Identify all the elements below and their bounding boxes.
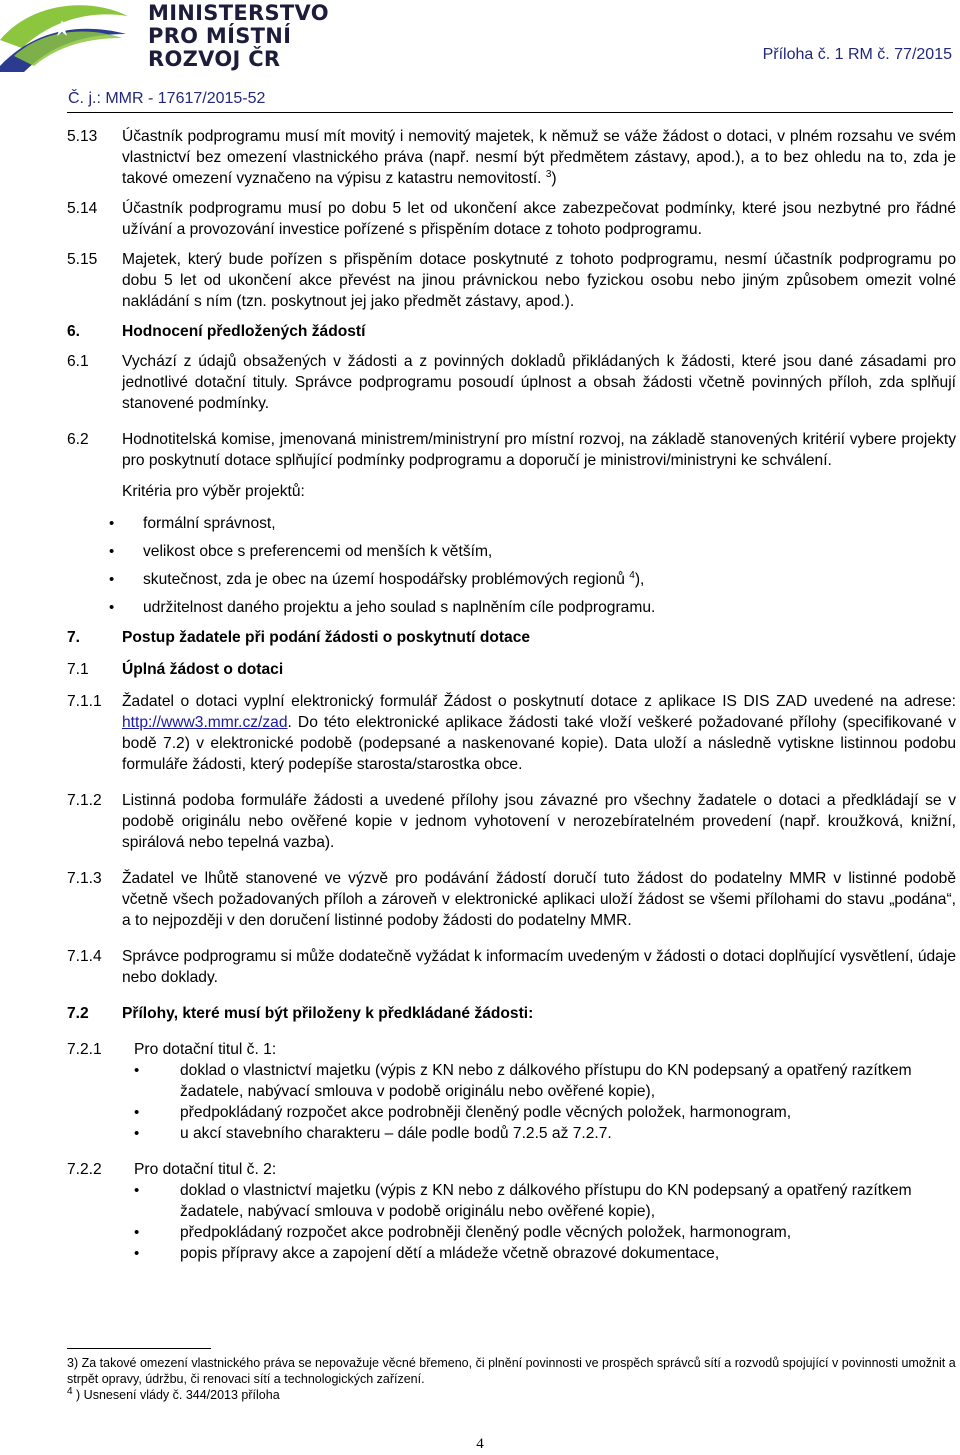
ministry-logo [0,0,130,72]
attachment-item: • popis přípravy akce a zapojení dětí a mládeže včetně obrazové dokumentace, [134,1243,956,1264]
page-number: 4 [476,1436,484,1452]
section-text [122,126,956,189]
criteria-list [97,513,956,618]
ministry-name [148,2,329,71]
section-5-13-text: Účastník podprogramu musí mít movitý i nemovitý majetek, k němuž se váže žádost o dotaci, v plném rozsahu ve svém vlastnictví bez omezení vlastnického práva (např. nesmí být předmětem zástavy, apod.), a to bez ohledu na to, zda je takové omezení vyznačeno na výpisu z katastru nemovitostí. [122,128,956,187]
footnote-3: 3) Za takové omezení vlastnického práva se nepovažuje věcné břemeno, či plnění povinnosti ve prospěch správců sítí a rozvodů spojující v povinnosti umožnit a strpět opravy, údržbu, či renovaci sítí a technologických zařízení. [67,1356,956,1386]
section-text: Žadatel ve lhůtě stanovené ve výzvě pro podávání žádostí doručí tuto žádost do podatelny MMR v listinné podobě včetně všech požadovaných příloh a zároveň v elektronické aplikaci uloží žádost se všemi přílohami do stavu „podána“, a to nejpozději v den doručení listinné podoby žádosti do podatelny MMR. [122,870,956,929]
heading-number: 7.1 [67,661,89,678]
criteria-item: • udržitelnost daného projektu a jeho soulad s naplněním cíle podprogramu. [97,597,956,618]
section-number: 7.1.1 [67,693,102,710]
heading-7 [67,627,956,648]
section-number: 5.13 [67,128,98,145]
heading-title: Úplná žádost o dotaci [122,661,284,678]
criteria-item: • formální správnost, [97,513,956,534]
criteria-item: • velikost obce s preferencemi od menších k větším, [97,541,956,562]
criteria-label: Kritéria pro výběr projektů: [122,483,305,500]
section-number: 6.2 [67,431,89,448]
section-6-1 [67,351,956,414]
section-7-1-1-text: Žadatel o dotaci vyplní elektronický formulář Žádost o poskytnutí dotace z aplikace IS DIS ZAD uvedené na adrese: [122,693,956,710]
section-7-1-1 [67,691,956,775]
footnote-4-marker: 4 [67,1385,73,1397]
section-5-13 [67,126,956,189]
application-link[interactable]: http://www3.mmr.cz/zad [122,714,288,731]
section-number: 7.1.3 [67,870,102,887]
section-6-2-text: Hodnotitelská komise, jmenovaná ministrem/ministryní pro místní rozvoj, na základě stanovených kritérií vybere projekty pro poskytnutí dotace splňující podmínky podprogramu a doporučí je ministrovi/ministryni ke schválení. [122,431,956,469]
footnote-divider [67,1348,211,1349]
heading-7-1 [67,659,956,680]
section-number: 5.15 [67,251,98,268]
section-text: Majetek, který bude pořízen s přispěním dotace poskytnuté z tohoto podprogramu, nesmí účastník podprogramu po dobu 5 let od ukončení akce převést na jinou právnickou nebo fyzickou osobu nebo jiným způsobem omezit volné nakládání s ním (tzn. poskytnout jej jako předmět zástavy, apod.). [122,251,956,310]
attachment-item: • předpokládaný rozpočet akce podrobněji členěný podle věcných položek, harmonogram, [134,1222,956,1243]
heading-title: Přílohy, které musí být přiloženy k předkládané žádosti: [122,1005,534,1022]
attachment-item: • u akcí stavebního charakteru – dále podle bodů 7.2.5 až 7.2.7. [134,1123,956,1144]
document-body [67,126,956,1264]
heading-6 [67,321,956,342]
section-number: 7.2.1 [67,1041,102,1058]
criteria-item-tail: ), [634,571,645,588]
footnotes [67,1355,956,1403]
section-5-15 [67,249,956,312]
section-7-2-2 [67,1159,956,1180]
section-5-13-tail: ) [551,170,557,187]
attachment-item: • předpokládaný rozpočet akce podrobněji členěný podle věcných položek, harmonogram, [134,1102,956,1123]
header-divider [67,112,953,113]
ministry-line-3: ROZVOJ ČR [148,47,281,71]
section-text [122,691,956,775]
section-text: Listinná podoba formuláře žádosti a uvedené přílohy jsou závazné pro všechny žadatele o dotaci a předkládají se v podobě originálu nebo ověřené kopie v jednom vyhotovení v nerozebíratelném provedení (např. kroužková, knižní, spirálová nebo tepelná vazba). [122,792,956,851]
section-text: Vychází z údajů obsažených v žádosti a z povinných dokladů přikládaných k žádosti, které jsou dané zásadami pro jednotlivé dotační tituly. Správce podprogramu posoudí úplnost a obsah žádosti včetně povinných příloh, zda splňují stanovené podmínky. [122,353,956,412]
heading-title: Postup žadatele při podání žádosti o poskytnutí dotace [122,629,531,646]
annex-label: Příloha č. 1 RM č. 77/2015 [762,46,952,63]
section-number: 7.1.4 [67,948,102,965]
section-text: Účastník podprogramu musí po dobu 5 let od ukončení akce zabezpečovat podmínky, které jsou nezbytné pro řádné užívání a provozování investice pořízené s přispěním dotace z tohoto podprogramu. [122,200,956,238]
section-number: 5.14 [67,200,98,217]
section-number: 7.1.2 [67,792,102,809]
section-7-1-2 [67,790,956,853]
criteria-item [97,569,956,590]
footnote-ref-3[interactable]: 3 [545,168,552,180]
footnote-4 [67,1387,956,1403]
ministry-line-1: MINISTERSTVO [148,1,329,25]
section-7-1-4 [67,946,956,988]
section-number: 6.1 [67,353,89,370]
section-7-2-1 [67,1039,956,1060]
heading-number: 6. [67,323,81,340]
footnote-4-text: ) Usnesení vlády č. 344/2013 příloha [76,1388,280,1402]
criteria-item-text: skutečnost, zda je obec na území hospodářsky problémových regionů [143,571,625,588]
reference-number: Č. j.: MMR - 17617/2015-52 [68,90,266,107]
section-text: Správce podprogramu si může dodatečně vyžádat k informacím uvedeným v žádosti o dotaci doplňující vysvětlení, údaje nebo doklady. [122,948,956,986]
section-title: Pro dotační titul č. 2: [134,1161,277,1178]
ministry-line-2: PRO MÍSTNÍ [148,24,292,48]
heading-title: Hodnocení předložených žádostí [122,323,366,340]
attachment-item: • doklad o vlastnictví majetku (výpis z KN nebo z dálkového přístupu do KN podepsaný a opatřený razítkem žadatele, nabývací smlouva v podobě originálu nebo ověřené kopie), [134,1180,956,1222]
section-text [122,429,956,502]
section-5-14 [67,198,956,240]
attachment-item: • doklad o vlastnictví majetku (výpis z KN nebo z dálkového přístupu do KN podepsaný a opatřený razítkem žadatele, nabývací smlouva v podobě originálu nebo ověřené kopie), [134,1060,956,1102]
section-7-1-1-tail: . Do této elektronické aplikace žádosti také vloží veškeré požadované přílohy (specifikované v bodě 7.2) v elektronické podobě (podepsané a naskenované kopie). Data uloží a následně vytiskne listinnou podobu formuláře žádosti, který podepíše starosta/starostka obce. [122,714,956,773]
footnote-ref-4[interactable]: 4 [629,569,635,581]
section-number: 7.2.2 [67,1161,102,1178]
heading-number: 7.2 [67,1005,89,1022]
attachments-list-1 [134,1060,956,1144]
section-6-2 [67,429,956,502]
section-7-1-3 [67,868,956,931]
heading-number: 7. [67,629,81,646]
attachments-list-2 [134,1180,956,1264]
section-title: Pro dotační titul č. 1: [134,1041,277,1058]
heading-7-2 [67,1003,956,1024]
